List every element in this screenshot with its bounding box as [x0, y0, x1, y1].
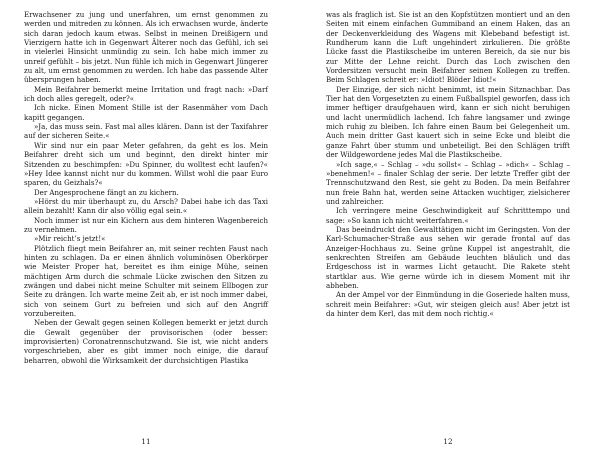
- paragraph: »Ja, das muss sein. Fast mal alles klären. Dann ist der Taxifahrer auf der sicheren Seite.«: [24, 122, 268, 141]
- left-page: [24, 10, 268, 458]
- paragraph: Das beeindruckt den Gewalttätigen nicht im Geringsten. Von der Karl-Schumacher-Straße aus sehen wir gerade frontal auf das Anzeiger-Hochhaus zu. Seine grüne Kuppel ist angestrahlt, die senkrechten Streifen am Gebäude leuchten bläulich und das Erdgeschoss ist in warmes Licht getaucht. Die Rakete steht startklar aus. Wie gerne würde ich in diesem Moment mit ihr abheben.: [326, 224, 570, 290]
- paragraph: »Ich sage,« – Schlag – »du sollst« – Schlag – »dich« – Schlag – »benehmen!« – finaler Schlag der serie. Der letzte Treffer gibt der Trennschutzwand den Rest, sie geht zu Boden. Da mein Beifahrer nun freie Bahn hat, werden seine Attacken wuchtiger, zielsicherer und zahlreicher.: [326, 159, 570, 206]
- paragraph: Ich verringere meine Geschwindigkeit auf Schritttempo und sage: »So kann ich nicht weiterfahren.«: [326, 206, 570, 225]
- paragraph: Ich nicke. Einen Moment Stille ist der Rasenmäher vom Dach kapitt gegangen.: [24, 103, 268, 122]
- paragraph: Der Einzige, der sich nicht benimmt, ist mein Sitznachbar. Das Tier hat den Vorgesetzten zu einem Fußballspiel geworfen, dass ich immer heftiger draufgehauen wird, kann er sich nicht beruhigen und lacht unermüdlich lachend. Ich fahre langsamer und zwinge mich ruhig zu bleiben. Ich fahre einen Baum bei Gelegenheit um. Auch mein dritter Gast kauert sich in seine Ecke und bleibt die ganze Fahrt über stumm und unbeteiligt. Bei den Schlägen trifft der Wildgewordene jedes Mal die Plastikscheibe.: [326, 84, 570, 160]
- paragraph: Wir sind nur ein paar Meter gefahren, da geht es los. Mein Beifahrer dreht sich um und beginnt, den direkt hinter mir Sitzenden zu beschimpfen: »Du Spinner, du wolltest echt laufen?« »Hey Idee kannst nicht nur du kommen. Willst wohl die paar Euro sparen, du Geizhals?«: [24, 140, 268, 188]
- paragraph: Neben der Gewalt gegen seinen Kollegen bemerkt er jetzt durch die Gewalt gegenüber der provisorischen (oder besser: improvisierten) Coronatrennschutzwand. Sie ist, wie nicht anders vorgeschrieben, aber es gibt immer noch einige, die darauf beharren, obwohl die Wirksamkeit der durchsichtigen Plastika: [24, 318, 268, 365]
- paragraph: was als fraglich ist. Sie ist an den Kopfstützen montiert und an den Seiten mit einem einfachen Gummiband an einem Haken, das an der Deckenverkleidung des Wagens mit Klebeband befestigt ist. Rundherum kann die Luft ungehindert zirkulieren. Die größte Lücke fasst die Plastikscheibe im unteren Bereich, da sie nur bis zur Mitte der Lehne reicht. Durch das Loch zwischen den Vordersitzen versucht mein Beifahrer seinen Kollegen zu treffen. Beim Schlagen schreit er: »Idiot! Blöder Idiot!«: [326, 10, 570, 85]
- left-page-text: [24, 10, 268, 365]
- paragraph: »Mir reicht’s jetzt!«: [34, 234, 106, 244]
- right-page-text: [326, 10, 570, 318]
- page-number-right: 12: [443, 437, 453, 446]
- paragraph: Plötzlich fliegt mein Beifahrer an, mit seiner rechten Faust nach hinten zu schlagen. Da er einen ähnlich voluminösen Oberkörper wie Meister Proper hat, bereitet es ihm einige Mühe, seinen mächtigen Arm durch die schmale Lücke zwischen den Sitzen zu zwängen und dabei nicht meine Schulter mit seinem Ellbogen zur Seite zu drängen. Ich warte meine Zeit ab, er ist noch immer dabei, sich von seinem Gurt zu befreien und sich auf den Angriff vorzubereiten.: [24, 243, 268, 318]
- paragraph: Noch immer ist nur ein Kichern aus dem hinteren Wagenbereich zu vernehmen.: [24, 215, 268, 234]
- paragraph: Mein Beifahrer bemerkt meine Irritation und fragt nach: »Darf ich doch alles geregelt, oder?«: [24, 84, 268, 104]
- paragraph: An der Ampel vor der Einmündung in die Goseriede halten muss, schreit mein Beifahrer: »Gut, wir steigen gleich aus! Aber jetzt ist da hinter dem Kerl, das mit dem noch richtig.«: [326, 290, 570, 318]
- paragraph: Der Angesprochene fängt an zu kichern.: [34, 187, 179, 197]
- right-page: [326, 10, 570, 458]
- paragraph: Erwachsener zu jung und unerfahren, um ernst genommen zu werden und mitreden zu können. Als ich erwachsen wurde, änderte sich daran jedoch kaum etwas. Selbst in meinen Dreißigern und Vierzigern hatte ich in Gegenwart Älterer noch das Gefühl, ich sei in vielerlei Hinsicht unmündig zu sein. Ich habe mich immer zu unreif gefühlt – bis jetzt. Nun fühle ich mich in Gegenwart Jüngerer zu alt, um ernst genommen zu werden. Ich habe das passende Alter übersprungen haben.: [24, 10, 268, 85]
- page-number-left: 11: [141, 437, 151, 446]
- paragraph: »Hörst du mir überhaupt zu, du Arsch? Dabei habe ich das Taxi allein bezahlt! Kann dir also völlig egal sein.«: [24, 196, 268, 216]
